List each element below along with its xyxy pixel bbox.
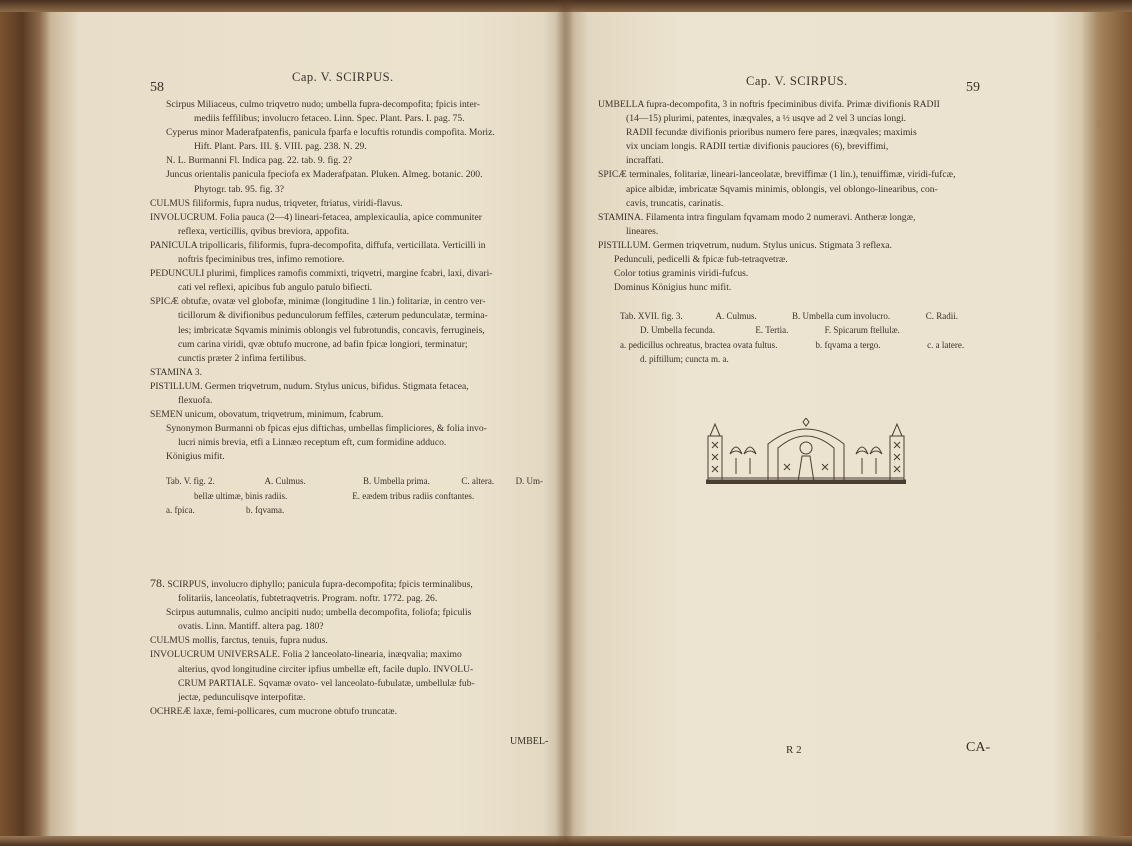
plate-ref-cell: A. Culmus. [264,476,306,487]
text-line: lucri nimis brevia, etfi a Linnæo receptum eft, cum formidine adduco. [178,437,447,449]
plate-ref-cell: C. Radii. [925,311,958,322]
gutter-shadow [556,0,574,846]
text-line: Pedunculi, pedicelli & fpicæ fub-tetraqvetræ. [614,254,788,266]
text-line: Cyperus minor Maderafpatenfis, panicula fparfa e locuftis rotundis compofita. Moriz. [166,127,495,139]
signature-mark: R 2 [786,744,802,756]
text-line: Phytogr. tab. 95. fig. 3? [194,183,285,195]
plate-reference-line [598,309,983,323]
entry-number: 78. [150,576,165,590]
text-line: Scirpus Miliaceus, culmo triqvetro nudo; umbella fupra-decompofita; fpicis inter- [166,99,480,110]
text-line: (14—15) plurimi, patentes, inæqvales, a ½ usqve ad 2 vel 3 uncias longi. [626,113,907,125]
plate-reference-line [598,323,940,337]
left-page-number: 58 [150,80,164,95]
text-line: Hift. Plant. Pars. III. §. VIII. pag. 238. N. 29. [194,141,367,153]
text-line: les; imbricatæ Sqvamis minimis oblongis vel fubrotundis, concavis, ferrugineis, [178,324,485,336]
plate-reference-line [150,489,550,503]
plate-ref-cell: D. Umbella fecunda. [640,325,715,336]
plate-ref-cell: d. piftillum; cuncta m. a. [640,353,729,364]
text-line: cunctis præter 2 infima fertilibus. [178,352,307,364]
plate-reference-line [598,352,983,366]
text-line: OCHREÆ laxæ, femi-pollicares, cum mucrone obtufo truncatæ. [150,705,397,717]
left-catchword: UMBEL- [510,736,549,747]
text-line: alterius, qvod longitudine circiter ipfius umbellæ eft, facile duplo. INVOLU- [178,663,474,675]
right-running-header: Cap. V. SCIRPUS. [746,74,848,88]
text-line: PANICULA tripollicaris, filiformis, fupra-decompofita, diffufa, verticillata. Verticilli in [150,239,486,251]
plate-ref-cell: C. altera. [461,476,495,487]
right-catchword: CA- [966,740,991,755]
text-line: CULMUS mollis, farctus, tenuis, fupra nudus. [150,635,328,647]
plate-ref-cell: A. Culmus. [715,311,757,322]
plate-ref-cell: b. fqvama. [246,504,285,515]
text-line: mediis feffilibus; involucro fetaceo. Linn. Spec. Plant. Pars. I. pag. 75. [194,113,465,125]
plate-ref-cell: B. Umbella cum involucro. [791,311,891,322]
text-line: noftris fpeciminibus tres, infimo remotiore. [178,254,345,266]
text-line: folitariis, lanceolatis, fubtetraqvetris. Program. noftr. 1772. pag. 26. [178,593,438,605]
plate-ref-cell: E. Tertia. [755,325,789,336]
text-line: SEMEN unicum, obovatum, triqvetrum, minimum, fcabrum. [150,409,384,421]
text-line: apice albidæ, imbricatæ Sqvamis minimis, oblongis, vel oblongo-linearibus, con- [626,183,938,195]
plate-ref-cell: F. Spicarum ftellulæ. [824,325,900,336]
plate-ref-cell: D. Um- [515,476,544,487]
text-line: Synonymon Burmanni ob fpicas ejus diftichas, umbellas fimpliciores, & folia invo- [166,423,487,435]
text-line: N. L. Burmanni Fl. Indica pag. 22. tab. 9. fig. 2? [166,155,352,167]
vignette-column-left [708,436,722,482]
plate-ref-cell: bellæ ultimæ, binis radiis. [194,490,288,501]
text-line: lineares. [626,225,659,237]
text-line: Königius mifit. [166,451,225,463]
text-line: Juncus orientalis panicula fpeciofa ex Maderafpatan. Pluken. Almeg. botanic. 200. [166,169,483,181]
entry-78 [150,576,550,719]
text-line: cati vel reflexi, apicibus fub angulo patulo bifiecti. [178,282,373,294]
ornamental-vignette [706,418,906,484]
right-page-number: 59 [966,80,980,95]
text-line: STAMINA 3. [150,366,203,378]
text-line: STAMINA. Filamenta intra fingulam fqvamam modo 2 numeravi. Antheræ longæ, [598,211,916,223]
plate-ref-cell: c. a latere. [927,339,965,350]
text-line: INVOLUCRUM. Folia pauca (2—4) lineari-fetacea, amplexicaulia, apice communiter [150,211,482,223]
vignette-figure-head [800,442,812,454]
plate-ref-cell: b. fqvama a tergo. [815,339,881,350]
text-line: CRUM PARTIALE. Sqvamæ ovato- vel lanceolato-fubulatæ, umbellulæ fub- [178,677,475,689]
text-line: PISTILLUM. Germen triqvetrum, nudum. Stylus unicus, bifidus. Stigmata fetacea, [150,380,469,392]
text-line: CULMUS filiformis, fupra nudus, triqveter, ftriatus, viridi-flavus. [150,197,403,209]
plate-reference-line [150,474,550,488]
text-line: ticillorum & divifionibus pedunculorum feffiles, cæterum pedunculatæ, termina- [178,310,488,322]
text-line: Scirpus autumnalis, culmo ancipiti nudo; umbella decompofita, foliofa; fpiculis [166,607,472,619]
text-line: RADII fecundæ divifionis prioribus numero fere pares, inæqvales; maximis [626,127,917,139]
text-line: cum carina viridi, qvæ obtufo mucrone, ad bafin fpicæ longiori, terminatur; [178,338,468,350]
right-page-body [598,98,983,366]
text-line: vix unciam longis. RADII tertiæ divifionis pauciores (6), breviffimi, [626,141,889,153]
text-line: Color totius graminis viridi-fufcus. [614,268,749,280]
vignette-column-right [890,436,904,482]
text-line: INVOLUCRUM UNIVERSALE. Folia 2 lanceolato-linearia, inæqvalia; maximo [150,649,462,661]
text-line: cavis, truncatis, carinatis. [626,197,724,209]
plate-ref-cell: Tab. V. fig. 2. [166,476,215,487]
entry-title: SCIRPUS, involucro diphyllo; panicula fupra-decompofita; fpicis terminalibus, [167,579,473,590]
text-line: flexuofa. [178,394,213,406]
plate-ref-cell: Tab. XVII. fig. 3. [620,311,683,322]
left-page-body [150,98,550,517]
left-running-header: Cap. V. SCIRPUS. [292,70,394,84]
plate-ref-cell: E. eædem tribus radiis conftantes. [352,490,475,501]
text-line: reflexa, verticillis, qvibus breviora, appofita. [178,225,350,237]
plate-reference-line [598,338,983,352]
text-line [150,576,550,592]
plate-reference-line [150,503,326,517]
text-line: UMBELLA fupra-decompofita, 3 in noftris fpeciminibus divifa. Primæ divifionis RADII [598,99,940,110]
plate-ref-cell: B. Umbella prima. [362,476,430,487]
plate-ref-cell: a. pedicillus ochreatus, bractea ovata fultus. [620,339,778,350]
text-line: jectæ, pedunculisqve interpofitæ. [178,691,306,703]
text-line: ovatis. Linn. Mantiff. altera pag. 180? [178,621,324,633]
text-line: incraffati. [626,155,664,167]
text-line: PISTILLUM. Germen triqvetrum, nudum. Stylus unicus. Stigmata 3 reflexa. [598,239,892,251]
text-line: Dominus Königius hunc mifit. [614,282,732,294]
plate-ref-cell: a. fpica. [166,504,195,515]
text-line: SPICÆ obtufæ, ovatæ vel globofæ, minimæ (longitudine 1 lin.) folitariæ, in centro ver- [150,296,486,308]
text-line: PEDUNCULI plurimi, fimplices ramofis commixti, triqvetri, margine fcabri, laxi, divari- [150,268,493,280]
text-line: SPICÆ terminales, folitariæ, lineari-lanceolatæ, breviffimæ (1 lin.), tenuiffimæ, viridi-fufcæ, [598,169,956,181]
